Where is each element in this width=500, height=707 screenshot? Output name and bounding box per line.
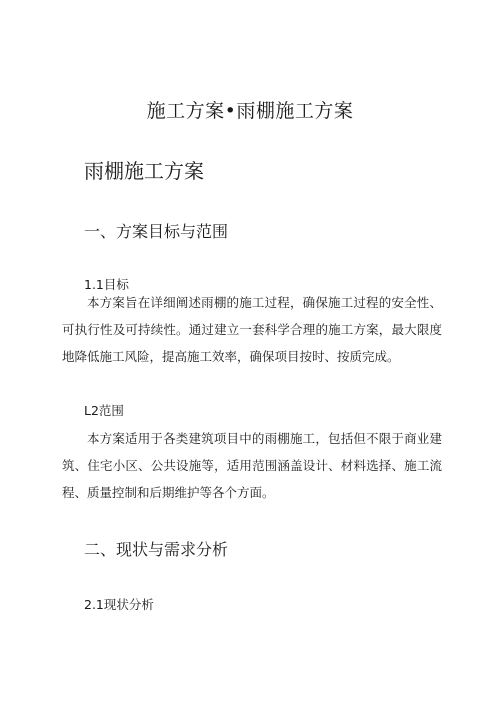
paragraph-1-2: 本方案适用于各类建筑项目中的雨棚施工，包括但不限于商业建筑、住宅小区、公共设施等，适用范围涵盖设计、材料选择、施工流程、质量控制和后期维护等各个方面。 <box>62 431 442 500</box>
section-heading-2: 二、现状与需求分析 <box>84 540 229 559</box>
paragraph-1-1: 本方案旨在详细阐述雨棚的施工过程，确保施工过程的安全性、可执行性及可持续性。通过建立一套科学合理的施工方案，最大限度地降低施工风险，提高施工效率，确保项目按时、按质完成。 <box>62 295 442 364</box>
document-heading: 雨棚施工方案 <box>84 159 204 183</box>
document-title: 施工方案•雨棚施工方案 <box>146 100 354 122</box>
subsection-heading-2-1: 2.1现状分析 <box>84 597 154 612</box>
subsection-heading-1-2: L2范围 <box>84 403 124 418</box>
section-heading-1: 一、方案目标与范围 <box>84 222 229 241</box>
subsection-heading-1-1: 1.1目标 <box>84 277 129 292</box>
